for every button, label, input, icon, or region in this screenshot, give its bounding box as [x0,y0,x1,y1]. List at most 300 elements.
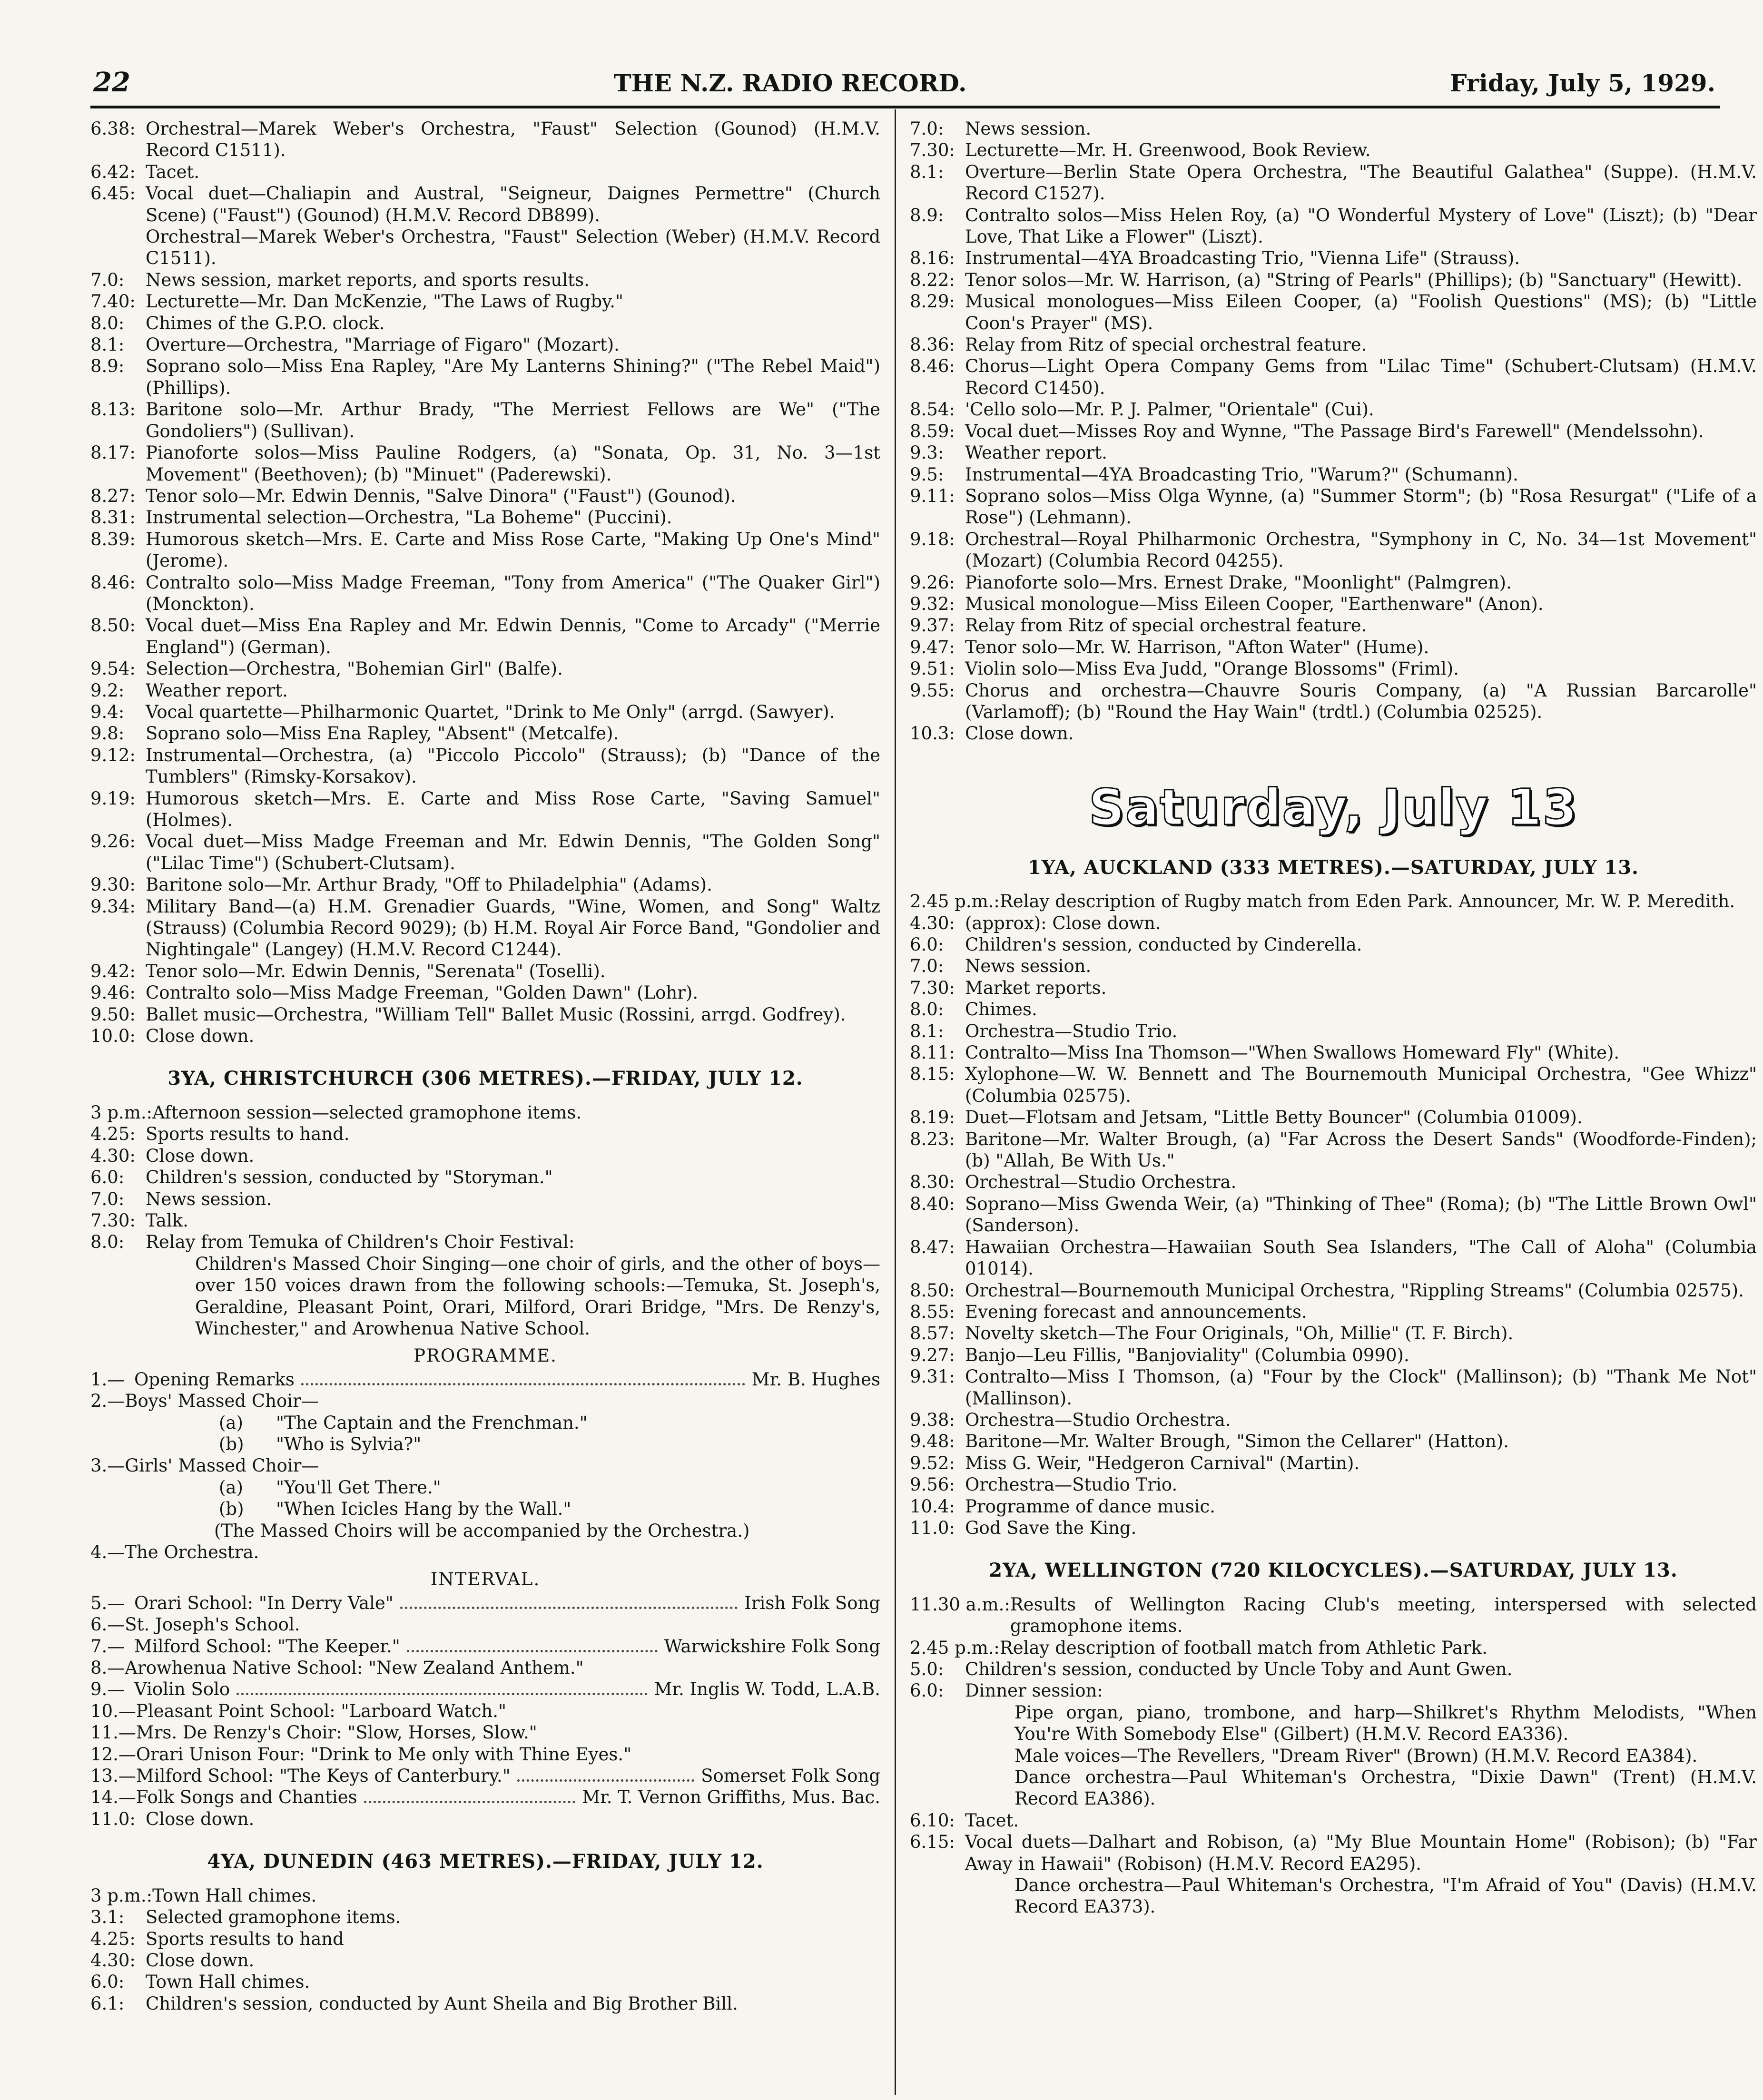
entry-time: 8.30: [910,1172,955,1193]
schedule-entry [910,999,1757,1020]
schedule-entry [910,637,1757,658]
schedule-entry [90,1188,880,1210]
entry-text: Orchestra—Studio Trio. [965,1474,1178,1495]
entry-time: 9.11: [910,485,955,506]
programme-title: Milford School: "The Keeper." [134,1636,400,1657]
schedule-entry [90,831,880,874]
schedule-entry [90,1167,880,1188]
entry-text: Tenor solo—Mr. Edwin Dennis, "Serenata" (Toselli). [146,961,606,981]
dunedin-schedule [90,1885,880,2014]
entry-text: Banjo—Leu Fillis, "Banjoviality" (Columbia 0990). [965,1344,1409,1365]
leader-dots [236,1693,647,1695]
entry-time: 9.37: [910,615,955,636]
entry-time: 7.0: [910,118,944,139]
schedule-entry [910,1042,1757,1063]
schedule-entry [90,961,880,982]
schedule-entry [90,183,880,226]
schedule-entry [90,161,880,183]
programme-item: 11.—Mrs. De Renzy's Choir: "Slow, Horses, Slow." [90,1722,537,1743]
schedule-entry [90,788,880,831]
entry-text: Vocal duet—Miss Madge Freeman and Mr. Edwin Dennis, "The Golden Song" ("Lilac Time") (Schubert-Clutsam). [146,831,880,873]
schedule-entry [90,1231,880,1253]
entry-text: Town Hall chimes. [152,1885,317,1906]
entry-time: 3 p.m.: [90,1102,153,1123]
schedule-entry [910,464,1757,485]
entry-text: Relay description of football match from Athletic Park. [999,1637,1487,1658]
schedule-entry [910,421,1757,442]
schedule-entry [90,1025,880,1047]
issue-date: Friday, July 5, 1929. [1449,69,1715,97]
entry-text: Baritone solo—Mr. Arthur Brady, "Off to Philadelphia" (Adams). [146,874,712,895]
header-rule [90,106,1720,108]
entry-time: 7.0: [90,1188,125,1209]
schedule-entry [910,1474,1757,1495]
schedule-entry [90,896,880,961]
subitem-key: (a) [219,1412,243,1433]
schedule-entry [90,1906,880,1928]
entry-time: 3.1: [90,1907,125,1928]
entry-time: 8.57: [910,1323,955,1344]
programme-title: Opening Remarks [134,1369,295,1390]
schedule-entry [90,701,880,723]
schedule-entry [90,723,880,744]
programme-subitem [90,1412,880,1433]
schedule-entry [910,1193,1757,1236]
schedule-entry [910,891,1757,912]
schedule-entry [910,355,1757,399]
entry-time: 9.48: [910,1431,955,1452]
entry-time: 8.16: [910,248,955,269]
dunedin-schedule-continued [910,118,1757,745]
friday-schedule-continued [90,118,880,1047]
programme-number: 7.— [90,1636,125,1657]
schedule-entry [90,1971,880,1992]
entry-time: 9.42: [90,961,136,981]
page-header [93,67,1715,105]
entry-time: 8.0: [90,1232,125,1253]
schedule-entry [910,680,1757,723]
column-divider [895,109,896,2095]
entry-time: 8.27: [90,485,136,506]
programme-subitem [90,1433,880,1455]
schedule-entry [90,291,880,312]
entry-text: Baritone—Mr. Walter Brough, "Simon the Cellarer" (Hatton). [965,1431,1509,1452]
schedule-entry [90,507,880,528]
schedule-entry [910,1280,1757,1301]
schedule-entry [910,1831,1757,1874]
wellington-heading: 2YA, WELLINGTON (720 KILOCYCLES).—SATURDAY, JULY 13. [989,1559,1678,1582]
entry-text: Close down. [146,1950,255,1971]
entry-time: 9.30: [90,874,136,895]
schedule-entry [910,1680,1757,1701]
entry-time: 7.30: [910,977,955,998]
schedule-entry [90,1145,880,1167]
auckland-heading: 1YA, AUCKLAND (333 METRES).—SATURDAY, JULY 13. [1028,856,1639,879]
programme-subitem [90,1477,880,1498]
schedule-entry [910,334,1757,355]
entry-time: 8.0: [90,313,125,334]
entry-time: 6.45: [90,183,136,204]
dinner-item: Dance orchestra—Paul Whiteman's Orchestra, "Dixie Dawn" (Trent) (H.M.V. Record EA386). [1014,1767,1757,1809]
entry-time: 4.30: [90,1145,136,1166]
entry-text: Musical monologue—Miss Eileen Cooper, "Earthenware" (Anon). [965,593,1544,614]
schedule-entry [90,1950,880,1971]
entry-time: 8.13: [90,399,136,420]
programme-item [90,1678,880,1700]
schedule-entry [910,205,1757,248]
schedule-entry [910,139,1757,161]
entry-text: Contralto—Miss I Thomson, (a) "Four by the Clock" (Mallinson); (b) "Thank Me Not" (Mallinson). [965,1366,1757,1409]
schedule-entry [90,485,880,507]
programme-item: 3.—Girls' Massed Choir— [90,1455,319,1476]
entry-text: Soprano solo—Miss Ena Rapley, "Absent" (Metcalfe). [146,723,619,744]
schedule-entry [90,1808,880,1830]
entry-text: Vocal quartette—Philharmonic Quartet, "Drink to Me Only" (arrgd. (Sawyer). [146,701,835,722]
entry-text: Orchestral—Bournemouth Municipal Orchestra, "Rippling Streams" (Columbia 02575). [965,1280,1744,1301]
entry-text: Sports results to hand. [146,1124,350,1145]
page-number: 22 [93,67,130,98]
entry-time: 4.25: [90,1928,136,1949]
entry-text: Overture—Berlin State Opera Orchestra, "The Beautiful Galathea" (Suppe). (H.M.V. Record C1527). [965,161,1757,204]
entry-text: News session. [146,1188,272,1209]
entry-text: Close down. [146,1808,255,1829]
entry-text: Soprano solos—Miss Olga Wynne, (a) "Summer Storm"; (b) "Rosa Resurgat" ("Life of a Rose") (Lehmann). [965,485,1757,528]
schedule-entry [910,161,1757,205]
entry-text: (approx): Close down. [965,913,1161,933]
entry-time: 8.0: [910,999,944,1020]
entry-text: Pianoforte solo—Mrs. Ernest Drake, "Moonlight" (Palmgren). [965,572,1512,593]
entry-time: 8.9: [90,356,125,377]
schedule-entry [90,118,880,161]
entry-text: Close down. [146,1145,255,1166]
schedule-entry [910,529,1757,572]
schedule-entry [910,1063,1757,1107]
entry-time: 4.25: [90,1124,136,1145]
entry-text: Evening forecast and announcements. [965,1301,1307,1322]
schedule-entry [90,334,880,355]
programme-performer: Irish Folk Song [744,1592,880,1613]
entry-text: Military Band—(a) H.M. Grenadier Guards, "Wine, Women, and Song" Waltz (Strauss) (Columbia Record 9029); (b) H.M. Royal Air Force Band, "Gondolier and Nightingale" (Langey) (H.M.V. Record C1244). [146,896,880,960]
entry-text: Instrumental—4YA Broadcasting Trio, "Vienna Life" (Strauss). [965,248,1520,269]
schedule-entry [910,593,1757,615]
entry-time: 8.46: [910,356,955,377]
entry-time: 6.38: [90,118,136,139]
schedule-entry [90,874,880,895]
schedule-entry [910,572,1757,593]
entry-time: 9.26: [910,572,955,593]
entry-time: 4.30: [90,1950,136,1971]
entry-text: Vocal duet—Miss Ena Rapley and Mr. Edwin Dennis, "Come to Arcady" ("Merrie England") (German). [146,615,880,657]
entry-time: 6.42: [90,161,136,182]
schedule-entry [90,226,880,269]
entry-time: 9.19: [90,788,136,809]
entry-text: Orchestral—Studio Orchestra. [965,1172,1237,1193]
leader-dots [364,1801,576,1803]
entry-time: 8.22: [910,269,955,290]
interval-label: INTERVAL. [430,1569,541,1590]
entry-time: 8.9: [910,205,944,226]
schedule-entry [910,1658,1757,1680]
entry-text: Selection—Orchestra, "Bohemian Girl" (Balfe). [146,658,563,679]
entry-text: Tenor solos—Mr. W. Harrison, (a) "String of Pearls" (Phillips); (b) "Sanctuary" (Hewitt). [965,269,1743,290]
schedule-entry [90,680,880,701]
schedule-entry [910,1810,1757,1831]
schedule-entry [910,399,1757,420]
schedule-entry [910,1409,1757,1431]
entry-text: Novelty sketch—The Four Originals, "Oh, Millie" (T. F. Birch). [965,1323,1514,1344]
entry-text: Relay from Temuka of Children's Choir Festival: [146,1232,575,1253]
entry-time: 9.27: [910,1344,955,1365]
entry-time: 9.46: [90,982,136,1003]
entry-time: 9.47: [910,637,955,657]
subitem-key: (b) [219,1433,244,1454]
entry-text: Contralto solo—Miss Madge Freeman, "Golden Dawn" (Lohr). [146,982,699,1003]
entry-text: Orchestral—Marek Weber's Orchestra, "Faust" Selection (Weber) (H.M.V. Record C1511). [146,226,880,269]
entry-text: Chimes. [965,999,1037,1020]
entry-text: Children's session, conducted by Uncle Toby and Aunt Gwen. [965,1659,1513,1679]
entry-text: Instrumental—Orchestra, (a) "Piccolo Piccolo" (Strauss); (b) "Dance of the Tumblers" (Rimsky-Korsakov). [146,745,880,787]
dunedin-heading: 4YA, DUNEDIN (463 METRES).—FRIDAY, JULY 12. [207,1850,764,1873]
schedule-entry [910,118,1757,139]
programme-item: 6.—St. Joseph's School. [90,1614,300,1635]
schedule-entry [910,1594,1757,1637]
schedule-entry [90,982,880,1003]
entry-time: 9.5: [910,464,944,485]
entry-text: Close down. [965,723,1074,744]
subitem-text: "Who is Sylvia?" [276,1433,422,1454]
programme-item [90,1765,880,1786]
schedule-entry [90,615,880,658]
schedule-entry [910,1517,1757,1539]
programme-performer: Mr. Inglis W. Todd, L.A.B. [654,1679,880,1700]
entry-time: 6.0: [910,1680,944,1701]
entry-text: Lecturette—Mr. Dan McKenzie, "The Laws of Rugby." [146,291,623,312]
christchurch-schedule [90,1102,880,1253]
programme-item [90,1636,880,1657]
schedule-entry [910,977,1757,999]
entry-time: 6.0: [910,934,944,955]
entry-time: 11.0: [910,1517,955,1538]
programme-subitem [90,1498,880,1520]
schedule-entry [90,442,880,485]
entry-text: Overture—Orchestra, "Marriage of Figaro" (Mozart). [146,334,620,355]
entry-text: Tacet. [965,1810,1019,1831]
leader-dots [517,1779,694,1782]
schedule-entry [90,269,880,291]
subitem-key: (a) [219,1477,243,1498]
entry-text: Weather report. [965,442,1107,463]
entry-text: Children's session, conducted by Cinderella. [965,934,1362,955]
entry-text: Dinner session: [965,1680,1103,1701]
entry-time: 6.0: [90,1167,125,1188]
entry-text: Orchestra—Studio Trio. [965,1021,1178,1041]
programme-title: Violin Solo [134,1679,230,1700]
entry-text: Talk. [146,1210,188,1231]
programme-item [90,1369,880,1390]
programme-item [90,1592,880,1614]
entry-text: Pianoforte solos—Miss Pauline Rodgers, (a) "Sonata, Op. 31, No. 3—1st Movement" (Beethoven); (b) "Minuet" (Paderewski). [146,442,880,485]
programme-title: Folk Songs and Chanties [136,1787,357,1808]
entry-time: 7.0: [910,956,944,977]
entry-time: 8.23: [910,1129,955,1149]
programme-item [90,1786,880,1808]
entry-text: Sports results to hand [146,1928,344,1949]
entry-time: 9.34: [90,896,136,917]
entry-text: Chorus—Light Opera Company Gems from "Lilac Time" (Schubert-Clutsam) (H.M.V. Record C1450). [965,356,1757,398]
entry-text: Contralto solos—Miss Helen Roy, (a) "O Wonderful Mystery of Love" (Liszt); (b) "Dear Love, That Like a Flower" (Liszt). [965,205,1757,247]
schedule-entry [90,572,880,615]
schedule-entry [910,485,1757,529]
entry-time: 9.32: [910,593,955,614]
entry-text: Soprano solo—Miss Ena Rapley, "Are My Lanterns Shining?" ("The Rebel Maid") (Phillips). [146,356,880,398]
entry-time: 8.11: [910,1042,955,1063]
entry-text: Tenor solo—Mr. W. Harrison, "Afton Water" (Hume). [965,637,1429,657]
entry-time [90,226,146,269]
entry-time: 8.1: [910,161,944,182]
entry-text: Contralto—Miss Ina Thomson—"When Swallows Homeward Fly" (White). [965,1042,1620,1063]
schedule-entry [910,913,1757,934]
entry-time: 2.45 p.m.: [910,891,1000,912]
schedule-entry [910,1129,1757,1172]
dinner-item: Pipe organ, piano, trombone, and harp—Shilkret's Rhythm Melodists, "When You're With Somebody Else" (Gilbert) (H.M.V. Record EA336). [1014,1702,1757,1745]
schedule-entry [910,1171,1757,1193]
subitem-key: (b) [219,1499,244,1520]
entry-time: 8.17: [90,442,136,463]
programme-title: Orari School: "In Derry Vale" [134,1592,394,1613]
schedule-entry [910,723,1757,744]
programme-title: Milford School: "The Keys of Canterbury." [136,1766,511,1786]
entry-text: Baritone—Mr. Walter Brough, (a) "Far Across the Desert Sands" (Woodforde-Finden); (b) "Allah, Be With Us." [965,1129,1757,1171]
programme-item: 4.—The Orchestra. [90,1542,259,1562]
programme-item: 8.—Arowhenua Native School: "New Zealand Anthem." [90,1658,584,1678]
entry-text: Tenor solo—Mr. Edwin Dennis, "Salve Dinora" ("Faust") (Gounod). [146,485,736,506]
entry-text: News session. [965,956,1092,977]
schedule-entry [910,1236,1757,1280]
entry-text: Orchestra—Studio Orchestra. [965,1409,1231,1430]
entry-text: Vocal duets—Dalhart and Robison, (a) "My Blue Mountain Home" (Robison); (b) "Far Away in Hawaii" (Robison) (H.M.V. Record EA295). [965,1832,1757,1874]
schedule-entry [910,1323,1757,1344]
schedule-entry [910,1431,1757,1452]
entry-text: Contralto solo—Miss Madge Freeman, "Tony from America" ("The Quaker Girl") (Monckton). [146,572,880,614]
entry-time: 8.1: [90,334,125,355]
schedule-entry [910,955,1757,977]
entry-time: 9.38: [910,1409,955,1430]
choir-festival-description: Children's Massed Choir Singing—one choir of girls, and the other of boys—over 150 voices drawn from the following schools:—Temuka, St. Joseph's, Geraldine, Pleasant Point, Orari, Milford, Orari Bridge, "Mrs. De Renzy's, Winchester," and Arowhenua Native School. [195,1253,880,1339]
auckland-schedule [910,891,1757,1539]
schedule-entry [910,1366,1757,1409]
entry-time: 10.3: [910,723,955,744]
schedule-entry [910,1637,1757,1658]
schedule-entry [910,247,1757,269]
entry-text: Relay from Ritz of special orchestral feature. [965,615,1367,636]
schedule-entry [90,1885,880,1906]
entry-time: 9.51: [910,658,955,679]
entry-text: Market reports. [965,977,1107,998]
entry-text: Weather report. [146,680,288,701]
entry-text: Xylophone—W. W. Bennett and The Bournemouth Municipal Orchestra, "Gee Whizz" (Columbia 02575). [965,1064,1757,1106]
schedule-entry [910,615,1757,636]
left-column [90,118,880,2097]
entry-time: 8.36: [910,334,955,355]
schedule-entry [90,1210,880,1231]
entry-time: 8.31: [90,507,136,528]
schedule-entry [90,1993,880,2014]
entry-time: 9.55: [910,680,955,701]
schedule-entry [910,934,1757,955]
entry-text: Instrumental selection—Orchestra, "La Boheme" (Puccini). [146,507,672,528]
entry-time: 7.30: [90,1210,136,1231]
entry-text: Vocal duet—Chaliapin and Austral, "Seigneur, Daignes Permettre" (Church Scene) ("Faust") (Gounod) (H.M.V. Record DB899). [146,183,880,226]
schedule-entry [90,399,880,442]
entry-time: 9.18: [910,529,955,550]
christchurch-heading: 3YA, CHRISTCHURCH (306 METRES).—FRIDAY, JULY 12. [167,1067,803,1090]
entry-time: 8.19: [910,1107,955,1128]
schedule-entry [90,529,880,572]
entry-time: 9.26: [90,831,136,852]
programme-note: (The Massed Choirs will be accompanied by the Orchestra.) [214,1520,750,1541]
leader-dots [301,1383,745,1385]
programme-item: 12.—Orari Unison Four: "Drink to Me only with Thine Eyes." [90,1744,632,1765]
programme-performer: Mr. B. Hughes [751,1369,880,1390]
entry-time: 7.40: [90,291,136,312]
entry-time: 7.30: [910,140,955,161]
entry-time: 9.31: [910,1366,955,1387]
entry-time: 8.29: [910,291,955,312]
entry-time: 4.30: [910,913,955,933]
programme-item: 2.—Boys' Massed Choir— [90,1391,319,1412]
schedule-entry [90,1928,880,1950]
wellington-schedule [910,1594,1757,1702]
schedule-entry [910,1452,1757,1474]
programme-performer: Warwickshire Folk Song [664,1636,880,1657]
programme-performer: Mr. T. Vernon Griffiths, Mus. Bac. [582,1787,880,1808]
entry-text: Vocal duet—Misses Roy and Wynne, "The Passage Bird's Farewell" (Mendelssohn). [965,421,1704,442]
entry-text: News session. [965,118,1092,139]
entry-text: Children's session, conducted by Aunt Sheila and Big Brother Bill. [146,1993,738,2014]
entry-text: Hawaiian Orchestra—Hawaiian South Sea Islanders, "The Call of Aloha" (Columbia 01014). [965,1236,1757,1279]
entry-time: 8.50: [910,1280,955,1301]
entry-time: 8.39: [90,529,136,550]
entry-time: 3 p.m.: [90,1885,153,1906]
schedule-entry [90,745,880,788]
entry-text: Baritone solo—Mr. Arthur Brady, "The Merriest Fellows are We" ("The Gondoliers") (Sullivan). [146,399,880,442]
schedule-entry [90,313,880,334]
programme-number: 14.— [90,1787,136,1808]
entry-text: Duet—Flotsam and Jetsam, "Little Betty Bouncer" (Columbia 01009). [965,1107,1583,1128]
programme-label: PROGRAMME. [414,1345,557,1366]
entry-time: 8.55: [910,1301,955,1322]
entry-time: 2.45 p.m.: [910,1637,1000,1658]
entry-time: 9.4: [90,701,125,722]
entry-text: Lecturette—Mr. H. Greenwood, Book Review. [965,140,1371,161]
entry-time: 6.15: [910,1832,955,1853]
wellington-schedule-later [910,1810,1757,1874]
programme-number: 9.— [90,1679,125,1700]
entry-text: Results of Wellington Racing Club's meeting, interspersed with selected gramophone items. [1010,1594,1757,1637]
entry-time: 8.1: [910,1021,944,1041]
entry-time: 9.12: [90,745,136,765]
subitem-text: "When Icicles Hang by the Wall." [276,1499,571,1520]
entry-time: 11.0: [90,1808,136,1829]
schedule-entry [910,1301,1757,1323]
schedule-entry [910,1107,1757,1128]
entry-text: Violin solo—Miss Eva Judd, "Orange Blossoms" (Friml). [965,658,1459,679]
entry-time: 7.0: [90,269,125,290]
schedule-entry [90,1004,880,1025]
entry-text: 'Cello solo—Mr. P. J. Palmer, "Orientale" (Cui). [965,399,1374,420]
entry-text: Chimes of the G.P.O. clock. [146,313,385,334]
entry-text: Ballet music—Orchestra, "William Tell" Ballet Music (Rossini, arrgd. Godfrey). [146,1004,846,1025]
